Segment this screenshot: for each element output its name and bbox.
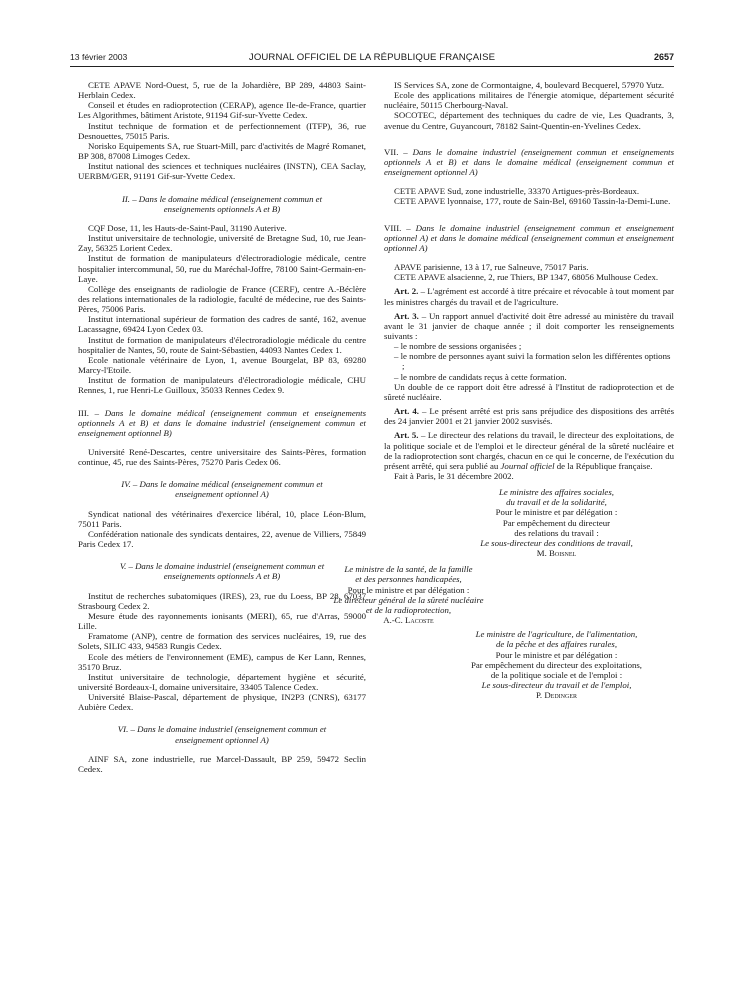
org-entry: Confédération nationale des syndicats dentaires, 22, avenue de Villiers, 75849 Paris Cedex 17. xyxy=(78,528,366,550)
article-label: Art. 4. xyxy=(394,406,419,417)
org-list-2 xyxy=(78,223,366,396)
signatory-name: A.-C. Lacoste xyxy=(383,615,434,626)
article-label: Art. 2. xyxy=(394,286,419,297)
org-entry: Ecole nationale vétérinaire de Lyon, 1, avenue Bourgelat, BP 83, 69280 Marcy-l'Etoile. xyxy=(78,354,366,376)
section-heading-vi: VI. – Dans le domaine industriel (enseignement commun et enseignement optionnel A) xyxy=(117,724,327,745)
org-entry: CETE APAVE alsacienne, 2, rue Thiers, BP 1347, 68056 Mulhouse Cedex. xyxy=(394,272,659,283)
org-entry: Conseil et études en radioprotection (CERAP), agence Ile-de-France, quartier Les Algorithmes, bâtiment Aristote, 91194 Gif-sur-Yvette Cedex. xyxy=(78,100,366,121)
org-entry: Institut de recherches subatomiques (IRES), 23, rue du Loess, BP 28, 67037 Strasbourg Cedex 2. xyxy=(78,590,366,611)
journal-reference: Journal officiel xyxy=(500,460,555,471)
section-number: III. – xyxy=(78,407,105,418)
section-heading-ii: II. – Dans le domaine médical (enseignement commun et enseignements optionnels A et B) xyxy=(121,193,323,214)
section-heading-viii xyxy=(384,223,674,253)
right-column xyxy=(333,80,675,701)
org-entry: Norisko Equipements SA, rue Stuart-Mill, parc d'activités de Magré Romanet, BP 308, 87008 Limoges Cedex. xyxy=(78,140,366,162)
list-item: – le nombre de personnes ayant suivi la formation selon les différentes options ; xyxy=(394,351,671,372)
signature-block-1 xyxy=(439,487,674,558)
org-entry: APAVE parisienne, 13 à 17, rue Salneuve, 75017 Paris. xyxy=(394,262,589,273)
section-title: Dans le domaine médical (enseignement commun et enseignements optionnels A et B) et dans le domaine industriel (enseignement commun et enseignement optionnel B) xyxy=(78,407,366,438)
org-entry: Mesure étude des rayonnements ionisants (MERI), 65, rue d'Arras, 59000 Lille. xyxy=(78,610,366,632)
org-entry: Ecole des métiers de l'environnement (EME), campus de Ker Lann, Rennes, 35170 Bruz. xyxy=(78,651,366,672)
minister-title: du travail et de la solidarité, xyxy=(506,497,607,508)
article-4 xyxy=(384,406,674,426)
article-text: – Un rapport annuel d'activité doit être adressé au ministère du travail avant le 31 janvier de chaque année ; il doit comporter les renseignements suivants : xyxy=(384,310,674,341)
section-title: Dans le domaine industriel (enseignement commun et enseignement optionnel A) et dans le domaine médical (enseignement commun et enseignement optionnel A) xyxy=(384,222,674,253)
page-header xyxy=(70,52,674,66)
signatory-role: et de la radioprotection, xyxy=(365,604,452,615)
org-entry: Université René-Descartes, centre universitaire des Saints-Pères, formation continue, 45, rue des Saints-Pères, 75270 Paris Cedex 06. xyxy=(78,447,366,468)
section-heading-v: V. – Dans le domaine industriel (enseignement commun et enseignements optionnels A et B) xyxy=(119,561,325,582)
minister-title: Le ministre de l'agriculture, de l'alimentation, xyxy=(475,629,638,640)
dateline: Fait à Paris, le 31 décembre 2002. xyxy=(394,471,514,481)
signature-block-3 xyxy=(439,629,674,700)
org-entry: CETE APAVE Nord-Ouest, 5, rue de la Johardière, BP 289, 44803 Saint-Herblain Cedex. xyxy=(78,80,366,101)
signatory-name: M. Boisnel xyxy=(536,548,577,559)
section-heading-iii xyxy=(78,408,366,438)
signatory-role: Le sous-directeur du travail et de l'emploi, xyxy=(481,679,632,690)
section-number: VII. – xyxy=(384,146,413,157)
org-entry: Institut de formation de manipulateurs d'électroradiologie médicale du centre hospitalier de Nantes, 50, route de Saint-Sébastien, 44093 Nantes Cedex 1. xyxy=(78,334,366,355)
page-number: 2657 xyxy=(653,52,674,62)
section-heading-iv: IV. – Dans le domaine médical (enseignement commun et enseignement optionnel A) xyxy=(121,479,323,500)
article-3 xyxy=(384,311,674,341)
org-entry: Institut de formation de manipulateurs d'électroradiologie médicale, centre hospitalier intercommunal, 50, rue du Maréchal-Joffre, 78100 Saint-Germain-en-Laye. xyxy=(78,253,366,284)
org-entry: Syndicat national des vétérinaires d'exercice libéral, 10, place Léon-Blum, 75011 Paris. xyxy=(78,508,366,529)
org-entry: Institut technique de formation et de perfectionnement (ITFP), 36, rue Desnouettes, 75015 Paris. xyxy=(78,120,366,141)
delegation-line: Pour le ministre et par délégation : xyxy=(495,649,618,660)
delegation-line: de la politique sociale et de l'emploi : xyxy=(490,669,623,680)
signatory-name: P. Dedinger xyxy=(536,690,577,701)
delegation-line: des relations du travail : xyxy=(514,527,599,538)
minister-title: et des personnes handicapées, xyxy=(355,574,462,585)
org-entry: SOCOTEC, département des techniques du cadre de vie, Les Quadrants, 3, avenue du Centre, Guyancourt, 78182 Saint-Quentin-en-Yvelines Cedex. xyxy=(384,110,674,131)
article-label: Art. 3. xyxy=(394,310,419,321)
org-entry: Institut universitaire de technologie, université de Bretagne Sud, 10, rue Jean-Zay, 56325 Lorient Cedex. xyxy=(78,233,366,254)
article-3-followup: Un double de ce rapport doit être adressé à l'Institut de radioprotection et de sûreté nucléaire. xyxy=(384,381,674,402)
delegation-line: Par empêchement du directeur des exploitations, xyxy=(471,659,642,670)
org-entry: Collège des enseignants de radiologie de France (CERF), centre A.-Béclère des relations internationales de la radiologie, faculté de médecine, rue des Saints-Pères, 75006 Paris. xyxy=(78,283,366,315)
article-text: – Le directeur des relations du travail, le directeur des exploitations, de la politique sociale et de l'emploi et le directeur général de la sûreté nucléaire et de la radioprotection sont chargés, chacun en ce qui le concerne, de l'exécution du présent arrêté, qui sera publié au xyxy=(384,430,675,471)
list-item: – le nombre de candidats reçus à cette formation. xyxy=(394,371,567,382)
article-label: Art. 5. xyxy=(394,430,419,441)
article-5 xyxy=(384,430,674,471)
org-entry: CETE APAVE Sud, zone industrielle, 33370 Artigues-près-Bordeaux. xyxy=(394,186,640,197)
article-3-list xyxy=(384,341,674,382)
article-text: – Le présent arrêté est pris sans préjudice des dispositions des arrêtés des 24 janvier 2001 et 21 janvier 2002 susvisés. xyxy=(384,406,674,427)
org-entry: Institut universitaire de technologie, département hygiène et sécurité, université Bordeaux-I, domaine universitaire, 33405 Talence Cedex. xyxy=(78,671,366,692)
org-entry: Université Blaise-Pascal, département de physique, IN2P3 (CNRS), 63177 Aubière Cedex. xyxy=(78,692,366,713)
org-entry: Institut national des sciences et techniques nucléaires (INSTN), CEA Saclay, UERBM/GER, 91191 Gif-sur-Yvette Cedex. xyxy=(78,161,366,182)
signatory-role: Le directeur général de la sûreté nucléaire xyxy=(333,594,484,605)
section-title: Dans le domaine industriel (enseignement commun et enseignements optionnels A et B) et dans le domaine médical (enseignement commun et enseignement optionnel A) xyxy=(384,146,674,178)
org-entry: Institut international supérieur de formation des cadres de santé, 162, avenue Lacassagne, 69424 Lyon Cedex 03. xyxy=(78,314,366,335)
org-entry: IS Services SA, zone de Cormontaigne, 4, boulevard Becquerel, 57970 Yutz. xyxy=(394,80,665,90)
minister-title: Le ministre des affaires sociales, xyxy=(499,487,614,498)
list-item: – le nombre de sessions organisées ; xyxy=(394,341,522,352)
org-entry: AINF SA, zone industrielle, rue Marcel-Dassault, BP 259, 59472 Seclin Cedex. xyxy=(78,753,366,774)
left-column xyxy=(78,80,366,774)
minister-title: de la pêche et des affaires rurales, xyxy=(495,639,618,650)
delegation-line: Pour le ministre et par délégation : xyxy=(347,584,470,595)
header-rule xyxy=(70,66,674,67)
org-entry: Ecole des applications militaires de l'énergie atomique, département sécurité nucléaire, 50115 Cherbourg-Naval. xyxy=(384,90,674,111)
article-text: de la République française. xyxy=(554,460,653,471)
org-entry: CETE APAVE lyonnaise, 177, route de Sain-Bel, 69160 Tassin-la-Demi-Lune. xyxy=(394,196,671,207)
signatory-role: Le sous-directeur des conditions de travail, xyxy=(480,537,633,548)
article-text: – L'agrément est accordé à titre précaire et révocable à tout moment par les ministres chargés du travail et de l'agriculture. xyxy=(384,286,674,307)
header-date: 13 février 2003 xyxy=(70,52,128,62)
section-heading-vii xyxy=(384,147,674,177)
article-2 xyxy=(384,286,674,306)
delegation-line: Pour le ministre et par délégation : xyxy=(495,507,618,518)
delegation-line: Par empêchement du directeur xyxy=(502,517,611,528)
journal-title: JOURNAL OFFICIEL DE LA RÉPUBLIQUE FRANÇAISE xyxy=(248,52,496,63)
org-entry: Framatome (ANP), centre de formation des services nucléaires, 19, rue des Solets, SILIC 433, 94583 Rungis Cedex. xyxy=(78,631,366,652)
org-entry: Institut de formation de manipulateurs d'électroradiologie médicale, CHU Rennes, 1, rue Henri-Le Guilloux, 35033 Rennes Cedex 9. xyxy=(78,375,366,396)
org-entry: CQF Dose, 11, les Hauts-de-Saint-Paul, 31190 Auterive. xyxy=(88,222,287,233)
section-number: VIII. – xyxy=(384,222,416,233)
signature-block-2 xyxy=(306,564,511,625)
org-list-1 xyxy=(78,80,366,182)
minister-title: Le ministre de la santé, de la famille xyxy=(344,564,473,575)
